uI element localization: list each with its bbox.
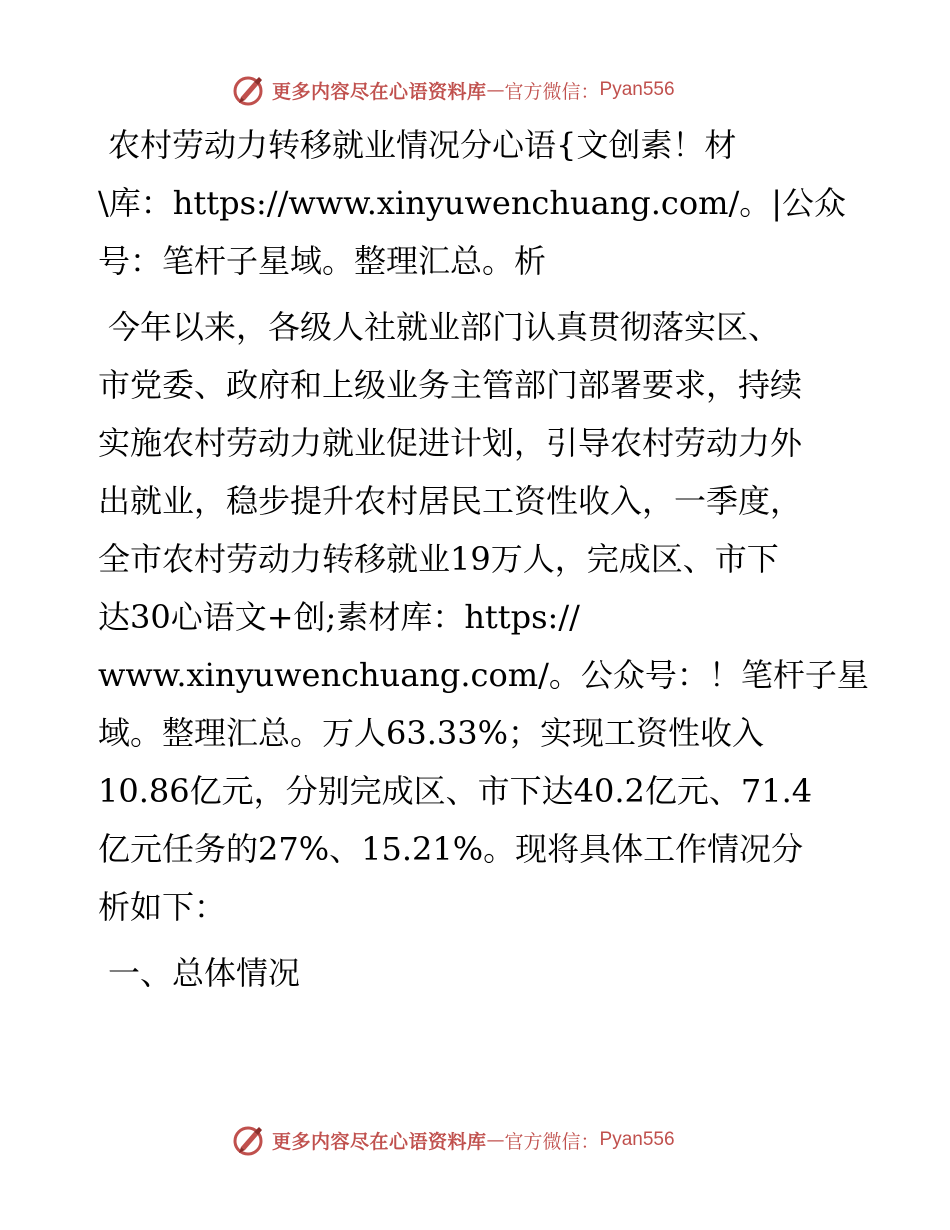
header-banner-dash: — (486, 79, 505, 101)
section-heading (98, 944, 858, 1002)
paragraph-line: 市党委、政府和上级业务主管部门部署要求，持续 (98, 366, 803, 404)
title-line: 号：笔杆子星域。整理汇总。析 (98, 242, 547, 280)
paragraph-line: 出就业，稳步提升农村居民工资性收入，一季度， (98, 482, 803, 520)
paragraph-line: www.xinyuwenchuang.com/。公众号：！笔杆子星 (98, 656, 869, 694)
pen-logo-icon (232, 1123, 266, 1157)
title-line: 农村劳动力转移就业情况分心语{文创素！材 (108, 126, 737, 164)
header-banner-label: 官方微信： (504, 80, 600, 103)
pen-logo-icon (232, 73, 266, 107)
paragraph-line: 实施农村劳动力就业促进计划，引导农村劳动力外 (98, 424, 803, 462)
header-banner-text: 更多内容尽在心语资料库 (272, 80, 487, 103)
title-line: \库：https://www.xinyuwenchuang.com/。|公众 (98, 184, 847, 222)
section-heading-text: 一、总体情况 (108, 954, 301, 992)
paragraph-line: 亿元任务的27%、15.21%。现将具体工作情况分 (98, 830, 804, 868)
paragraph-line: 达30心语文+创;素材库：https:// (98, 598, 580, 636)
footer-banner-label: 官方微信： (504, 1130, 600, 1153)
paragraph-line: 今年以来，各级人社就业部门认真贯彻落实区、 (108, 308, 781, 346)
header-banner (232, 70, 675, 110)
paragraph-line: 全市农村劳动力转移就业19万人，完成区、市下 (98, 540, 779, 578)
footer-banner (232, 1120, 675, 1160)
paragraph-line: 域。整理汇总。万人63.33%；实现工资性收入 (98, 714, 765, 752)
paragraph-line: 析如下： (98, 888, 227, 926)
footer-banner-id: Pyan556 (599, 1129, 675, 1150)
footer-banner-dash: — (486, 1129, 505, 1151)
header-banner-id: Pyan556 (599, 79, 675, 100)
intro-paragraph (98, 298, 869, 936)
document-body (98, 116, 869, 1010)
paragraph-line: 10.86亿元，分别完成区、市下达40.2亿元、71.4 (98, 772, 813, 810)
document-title (98, 116, 858, 290)
footer-banner-text: 更多内容尽在心语资料库 (272, 1130, 487, 1153)
